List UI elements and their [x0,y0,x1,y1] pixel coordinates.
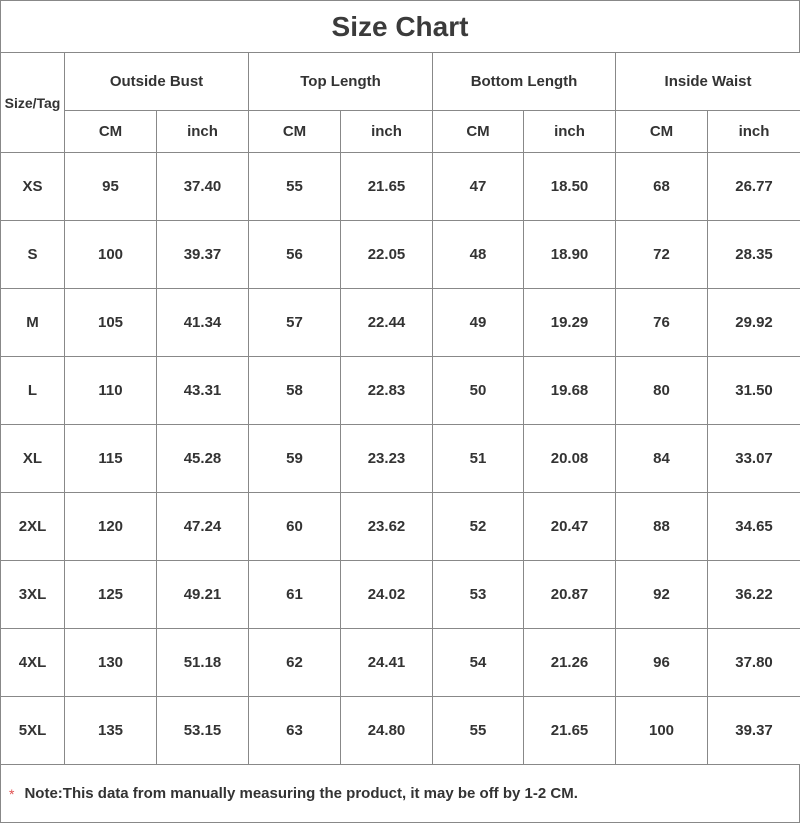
unit-header: inch [341,111,433,153]
value-cell: 92 [616,561,708,629]
value-cell: 37.40 [157,153,249,221]
size-cell: S [1,221,65,289]
note-asterisk: * [9,785,15,802]
value-cell: 22.05 [341,221,433,289]
size-cell: XS [1,153,65,221]
value-cell: 21.65 [524,697,616,765]
value-cell: 26.77 [708,153,800,221]
measurement-note [0,765,800,823]
value-cell: 49.21 [157,561,249,629]
value-cell: 21.65 [341,153,433,221]
size-cell: 3XL [1,561,65,629]
value-cell: 68 [616,153,708,221]
value-cell: 24.41 [341,629,433,697]
group-header-bottom-length: Bottom Length [433,53,616,111]
table-row [1,629,800,697]
value-cell: 84 [616,425,708,493]
unit-header: inch [708,111,800,153]
page-title: Size Chart [0,0,800,52]
value-cell: 34.65 [708,493,800,561]
value-cell: 19.29 [524,289,616,357]
value-cell: 33.07 [708,425,800,493]
size-cell: M [1,289,65,357]
value-cell: 88 [616,493,708,561]
group-header-outside-bust: Outside Bust [65,53,249,111]
value-cell: 39.37 [157,221,249,289]
value-cell: 43.31 [157,357,249,425]
value-cell: 22.44 [341,289,433,357]
value-cell: 76 [616,289,708,357]
value-cell: 21.26 [524,629,616,697]
value-cell: 62 [249,629,341,697]
unit-header: CM [433,111,524,153]
table-row [1,357,800,425]
value-cell: 37.80 [708,629,800,697]
value-cell: 55 [433,697,524,765]
table-row [1,153,800,221]
table-row [1,561,800,629]
value-cell: 55 [249,153,341,221]
value-cell: 20.08 [524,425,616,493]
value-cell: 60 [249,493,341,561]
value-cell: 61 [249,561,341,629]
value-cell: 22.83 [341,357,433,425]
value-cell: 41.34 [157,289,249,357]
value-cell: 48 [433,221,524,289]
size-cell: 5XL [1,697,65,765]
value-cell: 110 [65,357,157,425]
header-row-units [1,111,800,153]
value-cell: 56 [249,221,341,289]
value-cell: 115 [65,425,157,493]
group-header-inside-waist: Inside Waist [616,53,800,111]
value-cell: 51.18 [157,629,249,697]
value-cell: 105 [65,289,157,357]
size-table [0,52,800,765]
value-cell: 57 [249,289,341,357]
value-cell: 24.80 [341,697,433,765]
unit-header: CM [65,111,157,153]
value-cell: 49 [433,289,524,357]
table-row [1,493,800,561]
group-header-top-length: Top Length [249,53,433,111]
value-cell: 47.24 [157,493,249,561]
unit-header: inch [157,111,249,153]
value-cell: 36.22 [708,561,800,629]
value-cell: 18.50 [524,153,616,221]
value-cell: 58 [249,357,341,425]
value-cell: 125 [65,561,157,629]
value-cell: 72 [616,221,708,289]
value-cell: 31.50 [708,357,800,425]
value-cell: 53.15 [157,697,249,765]
value-cell: 18.90 [524,221,616,289]
unit-header: inch [524,111,616,153]
size-cell: L [1,357,65,425]
value-cell: 59 [249,425,341,493]
value-cell: 130 [65,629,157,697]
value-cell: 29.92 [708,289,800,357]
unit-header: CM [249,111,341,153]
table-row [1,289,800,357]
value-cell: 95 [65,153,157,221]
value-cell: 28.35 [708,221,800,289]
note-text: Note:This data from manually measuring the product, it may be off by 1-2 CM. [24,785,578,802]
value-cell: 120 [65,493,157,561]
value-cell: 80 [616,357,708,425]
table-row [1,697,800,765]
table-row [1,221,800,289]
value-cell: 39.37 [708,697,800,765]
unit-header: CM [616,111,708,153]
value-cell: 19.68 [524,357,616,425]
value-cell: 45.28 [157,425,249,493]
value-cell: 52 [433,493,524,561]
value-cell: 23.23 [341,425,433,493]
size-cell: 2XL [1,493,65,561]
value-cell: 24.02 [341,561,433,629]
value-cell: 63 [249,697,341,765]
value-cell: 53 [433,561,524,629]
size-cell: XL [1,425,65,493]
value-cell: 100 [65,221,157,289]
table-row [1,425,800,493]
value-cell: 100 [616,697,708,765]
value-cell: 135 [65,697,157,765]
value-cell: 47 [433,153,524,221]
value-cell: 20.47 [524,493,616,561]
header-row-groups [1,53,800,111]
value-cell: 50 [433,357,524,425]
value-cell: 96 [616,629,708,697]
size-cell: 4XL [1,629,65,697]
size-tag-header: Size/Tag [1,53,65,153]
value-cell: 54 [433,629,524,697]
value-cell: 23.62 [341,493,433,561]
value-cell: 20.87 [524,561,616,629]
value-cell: 51 [433,425,524,493]
